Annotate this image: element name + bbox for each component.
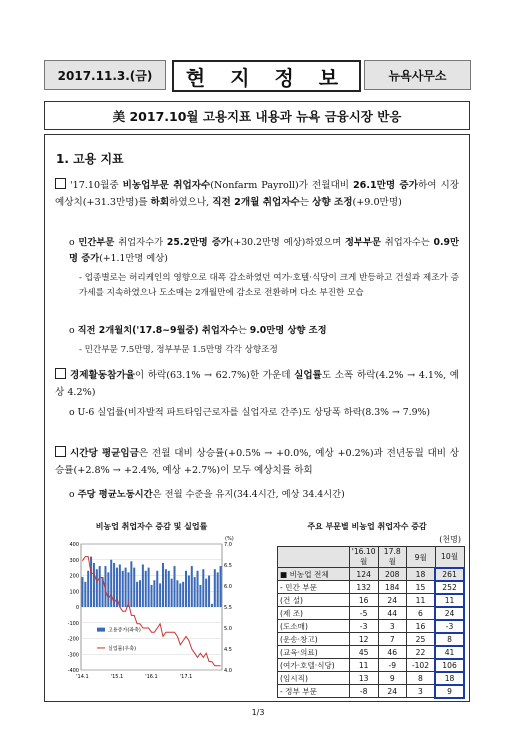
payroll-chart-svg <box>59 532 244 688</box>
column-header: 10월 <box>435 547 464 568</box>
bar <box>179 583 181 607</box>
bold-text: 9.0만명 상향 조정 <box>249 325 327 336</box>
text: 하였으나, <box>169 197 213 208</box>
y-left-tick: 300 <box>69 557 79 564</box>
x-tick: '17.1 <box>179 674 193 680</box>
table-cell: 208 <box>378 568 406 581</box>
bold-text: 직전 2개월치('17.8~9월중) 취업자수 <box>77 325 238 336</box>
table-cell: 18 <box>406 568 435 581</box>
y-left-tick: 100 <box>69 589 79 596</box>
y-right-tick: 4.5 <box>224 647 232 653</box>
y-left-tick: 400 <box>69 542 79 548</box>
bold-text: 상향 조정 <box>312 197 353 208</box>
table-cell: 12 <box>349 633 378 646</box>
bar <box>125 568 127 607</box>
section-heading: 1. 고용 지표 <box>56 152 124 166</box>
table-cell: 24 <box>378 685 406 698</box>
bar <box>202 569 204 607</box>
table-cell: 22 <box>406 646 435 659</box>
table-cell: -8 <box>349 685 378 698</box>
table-row <box>278 620 465 633</box>
row-label: - 민간 부문 <box>278 581 350 594</box>
table-cell: 9 <box>378 672 406 685</box>
table-row <box>278 633 465 646</box>
bold-text: 정부부문 <box>345 237 381 248</box>
y-right-tick: 6.0 <box>224 584 232 590</box>
bar <box>110 560 112 607</box>
bar <box>185 571 187 607</box>
bold-text: 하회 <box>150 197 170 208</box>
paragraph-hours <box>69 487 459 503</box>
row-label: (임시직) <box>278 672 350 685</box>
text: 취업자수가 <box>114 237 167 248</box>
table-cell: 15 <box>406 581 435 594</box>
table-cell: 46 <box>378 646 406 659</box>
bold-text: 26.1만명 증가 <box>352 180 418 191</box>
bar <box>93 563 95 607</box>
row-label: (제 조) <box>278 607 350 620</box>
text: 하여 시장 예상치(+31.3만명)를 <box>55 180 460 208</box>
text: (+1.1만명 예상) <box>99 253 168 264</box>
y-left-tick: -400 <box>67 668 79 674</box>
paragraph-u6: o U-6 실업률(비자발적 파트타임근로자를 실업자로 간주)도 상당폭 하락(8.3% → 7.9%) <box>69 407 430 418</box>
table-cell: 3 <box>378 620 406 633</box>
table-cell: 252 <box>435 581 464 594</box>
table-cell: 13 <box>349 672 378 685</box>
y-left-tick: 200 <box>69 573 79 580</box>
column-header: '16.10월 <box>349 547 378 568</box>
table-cell: 7 <box>378 633 406 646</box>
table-cell: -9 <box>378 659 406 672</box>
text: (Nonfarm Payroll)가 전월대비 <box>210 180 353 191</box>
text: 는 <box>299 197 313 208</box>
table-cell: 11 <box>406 594 435 607</box>
bold-text: 경제활동참가율 <box>70 370 135 381</box>
bar <box>176 580 178 607</box>
table-header-row <box>278 547 465 568</box>
content-box <box>44 134 470 702</box>
table-row <box>278 568 465 581</box>
bar <box>139 580 141 607</box>
checkbox-bullet-icon <box>55 178 66 189</box>
bold-text: 실업률 <box>294 370 322 381</box>
bar <box>156 571 158 607</box>
table-row <box>278 685 465 698</box>
bar <box>188 576 190 608</box>
document-title: 美 2017.10월 고용지표 내용과 뉴욕 금융시장 반응 <box>44 101 470 130</box>
bar <box>217 572 219 607</box>
bold-text: 25.2만명 증가 <box>166 237 230 248</box>
table-cell: 16 <box>406 620 435 633</box>
chart-title: 비농업 취업자수 증감 및 실업률 <box>95 522 208 531</box>
paragraph-nonfarm <box>55 177 459 211</box>
paragraph-revision-detail: - 민간부문 7.5만명, 정부부문 1.5만명 각각 상향조정 <box>79 345 278 355</box>
bar <box>81 577 83 607</box>
row-label: ■ 비농업 전체 <box>278 568 350 581</box>
table-row <box>278 581 465 594</box>
table-cell: 132 <box>349 581 378 594</box>
y-left-tick: -100 <box>67 620 79 627</box>
legend-label-bar: 고용증가(좌축) <box>108 627 141 634</box>
table-cell: 16 <box>349 594 378 607</box>
table-cell: 44 <box>378 607 406 620</box>
bar <box>87 571 89 607</box>
bold-text: 0.9만명 증가 <box>69 237 459 264</box>
sector-table <box>269 521 465 699</box>
bar <box>96 569 98 607</box>
table-cell: 261 <box>435 568 464 581</box>
table-cell: 124 <box>349 568 378 581</box>
unemployment-line <box>82 557 220 666</box>
x-tick: '15.1 <box>110 674 124 680</box>
text: o <box>69 489 78 500</box>
sector-jobs-table <box>277 546 465 699</box>
bar <box>150 585 152 607</box>
table-cell: 11 <box>435 594 464 607</box>
bar <box>119 564 121 607</box>
bar <box>208 576 210 608</box>
legend-swatch-bar <box>97 628 105 632</box>
bar <box>107 572 109 607</box>
table-cell: 24 <box>435 607 464 620</box>
bar <box>171 579 173 607</box>
table-cell: 8 <box>435 633 464 646</box>
table-cell: 8 <box>406 672 435 685</box>
bar <box>133 568 135 607</box>
bar <box>162 563 164 607</box>
table-cell: 106 <box>435 659 464 672</box>
table-cell: 184 <box>378 581 406 594</box>
y-right-tick: 5.5 <box>224 605 232 611</box>
text: 는 <box>237 325 250 336</box>
row-label: (도소매) <box>278 620 350 633</box>
paragraph-wages <box>55 445 459 479</box>
paragraph-sectors: - 업종별로는 허리케인의 영향으로 대폭 감소하였던 여가·호텔·식당이 크게 반등하고 건설과 제조가 증가세를 지속하였으나 도소매는 2개월만에 감소로 전환하며 다소 부진한 모습 <box>79 273 459 298</box>
checkbox-bullet-icon <box>55 446 66 457</box>
y-left-tick: -300 <box>67 652 79 659</box>
text: 도 소폭 하락(4.2% → 4.1%, 예상 4.2%) <box>55 370 459 398</box>
report-title: 현 지 정 보 <box>172 60 361 92</box>
column-header <box>278 547 350 568</box>
text: (+9.0만명) <box>352 197 402 208</box>
bar <box>145 571 147 607</box>
row-label: (여가·호텔·식당) <box>278 659 350 672</box>
bar <box>159 583 161 607</box>
checkbox-bullet-icon <box>55 368 66 379</box>
table-row <box>278 594 465 607</box>
bold-text: 민간부문 <box>78 237 115 248</box>
row-label: - 정부 부문 <box>278 685 350 698</box>
row-label: (건 설) <box>278 594 350 607</box>
text: 은 전월 수준을 유지(34.4시간, 예상 34.4시간) <box>152 489 345 500</box>
bar <box>174 566 176 607</box>
row-label: (운송·창고) <box>278 633 350 646</box>
text: o <box>69 237 79 248</box>
table-row <box>278 607 465 620</box>
bar <box>148 568 150 607</box>
table-cell: 41 <box>435 646 464 659</box>
text: (+30.2만명 예상)하였으며 <box>229 237 346 248</box>
table-row <box>278 646 465 659</box>
table-cell: 25 <box>406 633 435 646</box>
paragraph-participation <box>55 367 459 401</box>
report-date: 2017.11.3.(금) <box>44 60 166 90</box>
text: 취업자수는 <box>380 237 434 248</box>
table-cell: 24 <box>378 594 406 607</box>
text: '17.10월중 <box>70 180 123 191</box>
bold-text: 시간당 평균임금 <box>70 448 139 459</box>
y-left-tick: 0 <box>75 605 79 611</box>
column-header: 17.8월 <box>378 547 406 568</box>
table-cell: 18 <box>435 672 464 685</box>
x-tick: '14.1 <box>76 674 89 680</box>
row-label: (교육·의료) <box>278 646 350 659</box>
table-row <box>278 659 465 672</box>
bar <box>182 582 184 607</box>
bar <box>199 585 201 607</box>
table-cell: -3 <box>349 620 378 633</box>
bar <box>194 577 196 607</box>
bold-text: 주당 평균노동시간 <box>77 489 153 500</box>
y-right-tick: 5.0 <box>224 626 232 632</box>
bar <box>214 569 216 607</box>
paragraph-private-public <box>69 235 459 267</box>
y-right-tick: 7.0 <box>224 542 232 548</box>
bar <box>205 579 207 607</box>
x-tick: '16.1 <box>145 674 158 680</box>
y-left-tick: -200 <box>67 636 79 643</box>
paragraph-revision <box>69 323 459 339</box>
report-header <box>44 60 470 90</box>
bar <box>153 580 155 607</box>
text: o <box>69 325 78 336</box>
bar <box>136 582 138 607</box>
text: 은 전월 대비 상승률(+0.5% → +0.0%, 예상 +0.2%)과 전년동월 대비 상승률(+2.8% → +2.4%, 예상 +2.7%)이 모두 예상치를 하회 <box>55 448 460 476</box>
bar <box>99 566 101 607</box>
table-cell: -5 <box>349 607 378 620</box>
bar <box>220 566 222 607</box>
bold-text: 직전 2개월 취업자수 <box>212 197 300 208</box>
bar <box>122 571 124 607</box>
bar <box>130 561 132 607</box>
bar <box>191 566 193 607</box>
bar <box>197 571 199 607</box>
office-name: 뉴욕사무소 <box>364 60 471 90</box>
table-cell: 6 <box>406 607 435 620</box>
bold-text: 비농업부문 취업자수 <box>122 180 211 191</box>
column-header: 9월 <box>406 547 435 568</box>
table-cell: -102 <box>406 659 435 672</box>
bar <box>211 604 213 607</box>
text: 이 하락(63.1% → 62.7%)한 가운데 <box>134 370 295 381</box>
bar <box>168 571 170 607</box>
table-unit: (천명) <box>439 535 461 544</box>
table-title: 주요 부문별 비농업 취업자수 증감 <box>307 522 427 531</box>
page-number: 1/3 <box>251 708 265 717</box>
table-cell: 3 <box>406 685 435 698</box>
y-right-tick: 6.5 <box>224 563 232 569</box>
payroll-chart <box>59 521 244 691</box>
bar <box>84 582 86 607</box>
y-right-tick: 4.0 <box>224 668 232 674</box>
table-cell: 45 <box>349 646 378 659</box>
table-cell: -3 <box>435 620 464 633</box>
table-row <box>278 672 465 685</box>
y-right-unit: (%) <box>225 536 234 542</box>
bar <box>90 557 92 607</box>
bar <box>142 564 144 607</box>
table-cell: 11 <box>349 659 378 672</box>
legend-label-line: 실업률(우축) <box>108 645 137 652</box>
table-cell: 9 <box>435 685 464 698</box>
bar <box>165 569 167 607</box>
